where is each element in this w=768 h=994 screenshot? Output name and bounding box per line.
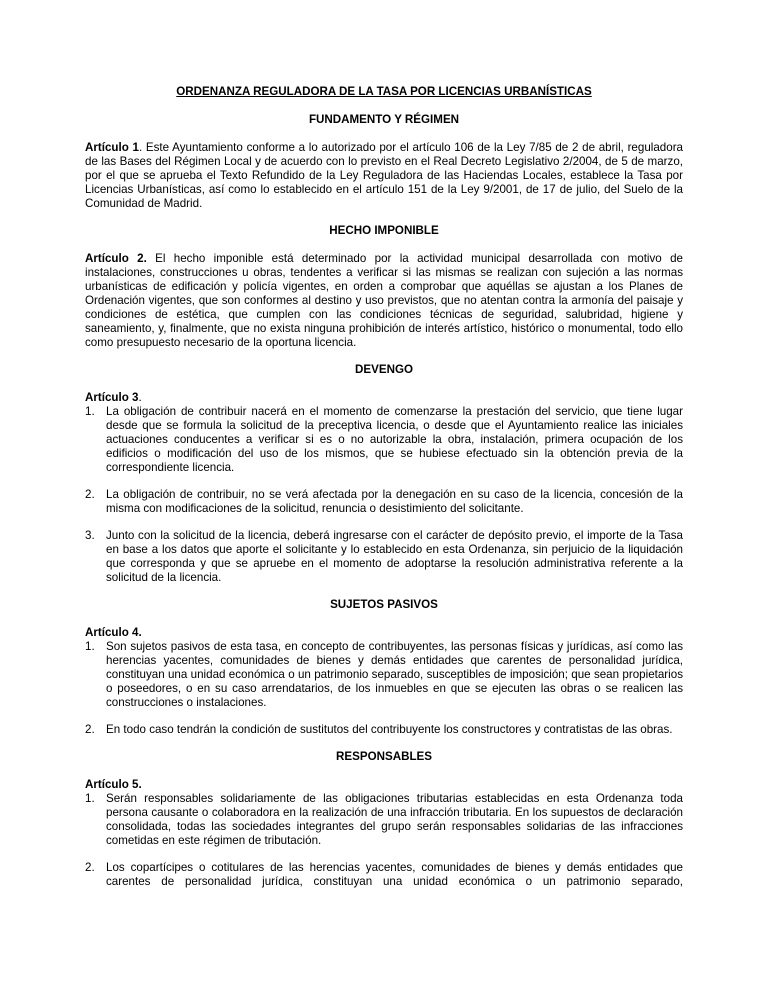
article-3-label <box>85 391 683 405</box>
item-text: Junto con la solicitud de la licencia, deberá ingresarse con el carácter de depósito previo, el importe de la Tasa en base a los datos que aporte el solicitante y lo establecido en esta Ordenanza, sin perjuicio de la liquidación que corresponda y que se apruebe en el momento de adoptarse la resolución administrativa referente a la solicitud de la licencia. <box>106 529 683 584</box>
section-heading: HECHO IMPONIBLE <box>329 224 439 237</box>
item-number: 3. <box>85 529 95 542</box>
article-label-suffix: . <box>138 391 142 404</box>
article-text: . Este Ayuntamiento conforme a lo autorizado por el artículo 106 de la Ley 7/85 de 2 de abril, reguladora de las Bases del Régimen Local y de acuerdo con lo previsto en el Real Decreto Legislativo 2/2004, de 5 de marzo, por el que se aprueba el Texto Refundido de la Ley Reguladora de las Haciendas Locales, establece la Tasa por Licencias Urbanísticas, así como lo establecido en el artículo 151 de la Ley 9/2001, de 17 de julio, del Suelo de la Comunidad de Madrid. <box>85 141 684 210</box>
list-item <box>85 488 683 516</box>
document-page <box>85 85 683 902</box>
list-item <box>85 640 683 710</box>
item-text: La obligación de contribuir nacerá en el momento de comenzarse la prestación del servicio, que tiene lugar desde que se formula la solicitud de la preceptiva licencia, o desde que el Ayuntamiento realice las iniciales actuaciones conducentes a verificar si es o no autorizable la obra, instalación, primera ocupación de los edificios o modificación del uso de los mismos, que se hubiese efectuado sin la obtención previa de la correspondiente licencia. <box>106 405 683 474</box>
list-item <box>85 723 683 737</box>
article-label: Artículo 1 <box>85 141 139 154</box>
item-number: 1. <box>85 640 95 653</box>
item-number: 1. <box>85 405 95 418</box>
section-heading: FUNDAMENTO Y RÉGIMEN <box>308 113 460 126</box>
article-2 <box>85 252 683 350</box>
list-item <box>85 405 683 475</box>
item-number: 2. <box>85 488 95 501</box>
item-number: 1. <box>85 792 95 805</box>
item-text: Son sujetos pasivos de esta tasa, en concepto de contribuyentes, las personas físicas y jurídicas, así como las herencias yacentes, comunidades de bienes y demás entidades que carentes de personalidad jurídica, constituyan una unidad económica o un patrimonio separado, susceptibles de imposición; que sean propietarios o poseedores, o en su caso arrendatarios, de los inmuebles en que se ejecuten las obras o se realicen las construcciones o instalaciones. <box>106 640 683 709</box>
item-text: En todo caso tendrán la condición de sustitutos del contribuyente los constructores y contratistas de las obras. <box>106 723 673 736</box>
section-heading: SUJETOS PASIVOS <box>330 598 438 611</box>
list-item <box>85 861 683 889</box>
article-text: El hecho imponible está determinado por la actividad municipal desarrollada con motivo de instalaciones, construcciones u obras, tendentes a verificar si las mismas se realizan con sujeción a las normas urbanísticas de edificación y policía vigentes, en orden a comprobar que aquéllas se ajustan a los Planes de Ordenación vigentes, que son conformes al destino y uso previstos, que no atentan contra la armonía del paisaje y condiciones de estética, que cumplen con las condiciones técnicas de seguridad, salubridad, higiene y saneamiento, y, finalmente, que no exista ninguna prohibición de interés artístico, histórico o monumental, todo ello como presupuesto necesario de la oportuna licencia. <box>85 252 683 349</box>
list-item <box>85 792 683 848</box>
item-number: 2. <box>85 861 95 874</box>
article-5-label: Artículo 5. <box>85 778 142 791</box>
item-text: Los copartícipes o cotitulares de las herencias yacentes, comunidades de bienes y demás entidades que carentes de personalidad jurídica, constituyan una unidad económica o un patrimonio separado, <box>106 861 683 888</box>
item-text: La obligación de contribuir, no se verá afectada por la denegación en su caso de la licencia, concesión de la misma con modificaciones de la solicitud, renuncia o desistimiento del solicitante. <box>106 488 683 515</box>
section-heading: RESPONSABLES <box>336 750 432 763</box>
article-4-label: Artículo 4. <box>85 626 142 639</box>
item-number: 2. <box>85 723 95 736</box>
document-title: ORDENANZA REGULADORA DE LA TASA POR LICENCIAS URBANÍSTICAS <box>176 85 592 98</box>
section-heading: DEVENGO <box>355 363 413 376</box>
article-label: Artículo 3 <box>85 391 139 404</box>
item-text: Serán responsables solidariamente de las obligaciones tributarias establecidas en esta Ordenanza toda persona causante o colaboradora en la realización de una infracción tributaria. En los supuestos de declaración consolidada, todas las sociedades integrantes del grupo serán responsables solidarias de las infracciones cometidas en este régimen de tributación. <box>106 792 683 847</box>
article-1 <box>85 141 683 211</box>
article-label: Artículo 2. <box>85 252 147 265</box>
list-item <box>85 529 683 585</box>
